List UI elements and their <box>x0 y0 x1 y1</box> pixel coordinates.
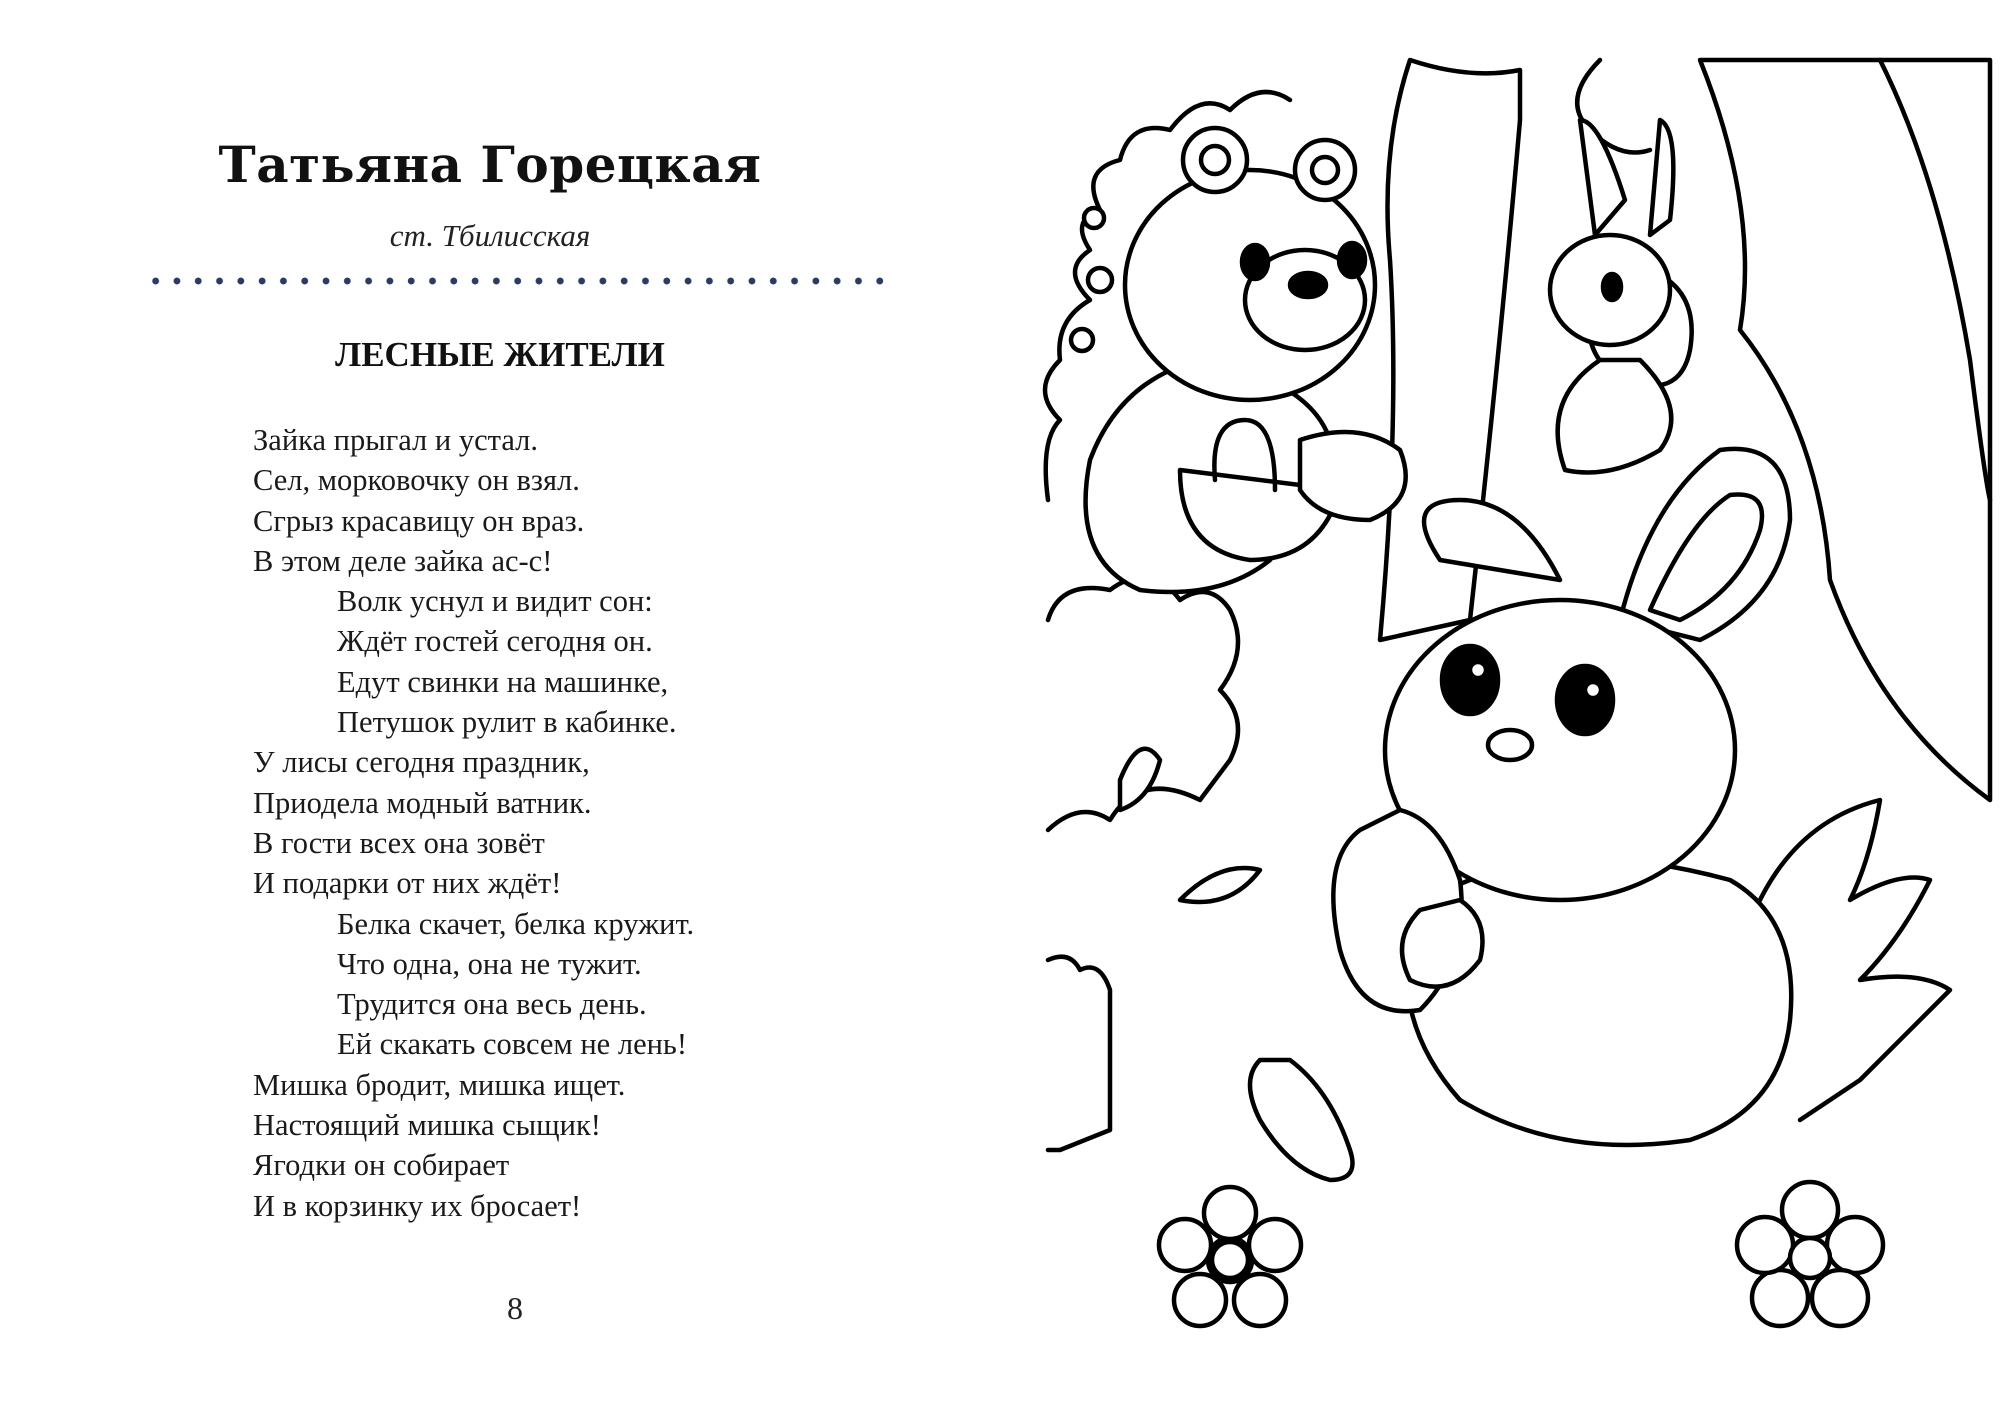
poem-line: Что одна, она не тужит. <box>337 946 642 981</box>
squirrel-body <box>1558 360 1672 473</box>
bush-circle <box>1084 208 1104 228</box>
poem-line: И подарки от них ждёт! <box>253 866 562 901</box>
poem-line: Сгрыз красавицу он враз. <box>253 503 585 538</box>
poem-line: Мишка бродит, мишка ищет. <box>253 1067 626 1102</box>
poem-line: Петушок рулит в кабинке. <box>337 705 677 740</box>
page-number: 8 <box>507 1290 523 1326</box>
poem-line: У лисы сегодня праздник, <box>253 745 590 780</box>
author-place: ст. Тбилисская <box>389 218 591 253</box>
poem-line: Белка скачет, белка кружит. <box>337 906 695 941</box>
bear-eye-right <box>1339 243 1365 277</box>
rabbit-eye-left <box>1442 646 1498 714</box>
poem-line: Настоящий мишка сыщик! <box>253 1108 601 1143</box>
poem-body <box>253 420 813 1226</box>
rabbit-nose <box>1488 730 1532 760</box>
squirrel-eye <box>1603 274 1621 300</box>
poem-line: И в корзинку их бросает! <box>253 1188 582 1223</box>
poem-line: Трудится она весь день. <box>337 987 647 1022</box>
right-page <box>1000 0 2000 1414</box>
poem-line: Зайка прыгал и устал. <box>253 423 538 457</box>
poem-line: Едут свинки на машинке, <box>337 664 669 699</box>
author-name: Татьяна Горецкая <box>218 135 762 194</box>
poem-line: Волк уснул и видит сон: <box>337 584 653 619</box>
bear-arm <box>1300 432 1406 520</box>
poem-line: Ей скакать совсем не лень! <box>337 1027 687 1062</box>
bear-eye-left <box>1242 245 1268 279</box>
rabbit-ear-left <box>1424 500 1560 580</box>
coloring-illustration <box>1000 0 2000 1414</box>
rabbit-foot <box>1250 1060 1353 1180</box>
big-tree-trunk <box>1700 60 1990 800</box>
poem-line: Ждёт гостей сегодня он. <box>337 624 653 659</box>
poem-line: Ягодки он собирает <box>253 1148 510 1183</box>
rabbit-eye-right <box>1557 666 1613 734</box>
dotted-divider <box>145 276 890 286</box>
bear-nose <box>1290 273 1326 297</box>
squirrel-ear <box>1580 120 1625 235</box>
fallen-leaf <box>1120 749 1160 810</box>
poem-line: Приодела модный ватник. <box>253 785 592 820</box>
poem-line: Сел, морковочку он взял. <box>253 463 580 498</box>
poem-title: ЛЕСНЫЕ ЖИТЕЛИ <box>335 335 665 374</box>
poem-line: В этом деле зайка ас-с! <box>253 543 553 578</box>
poem-line: В гости всех она зовёт <box>253 825 545 860</box>
bush-lower <box>1048 957 1110 1150</box>
